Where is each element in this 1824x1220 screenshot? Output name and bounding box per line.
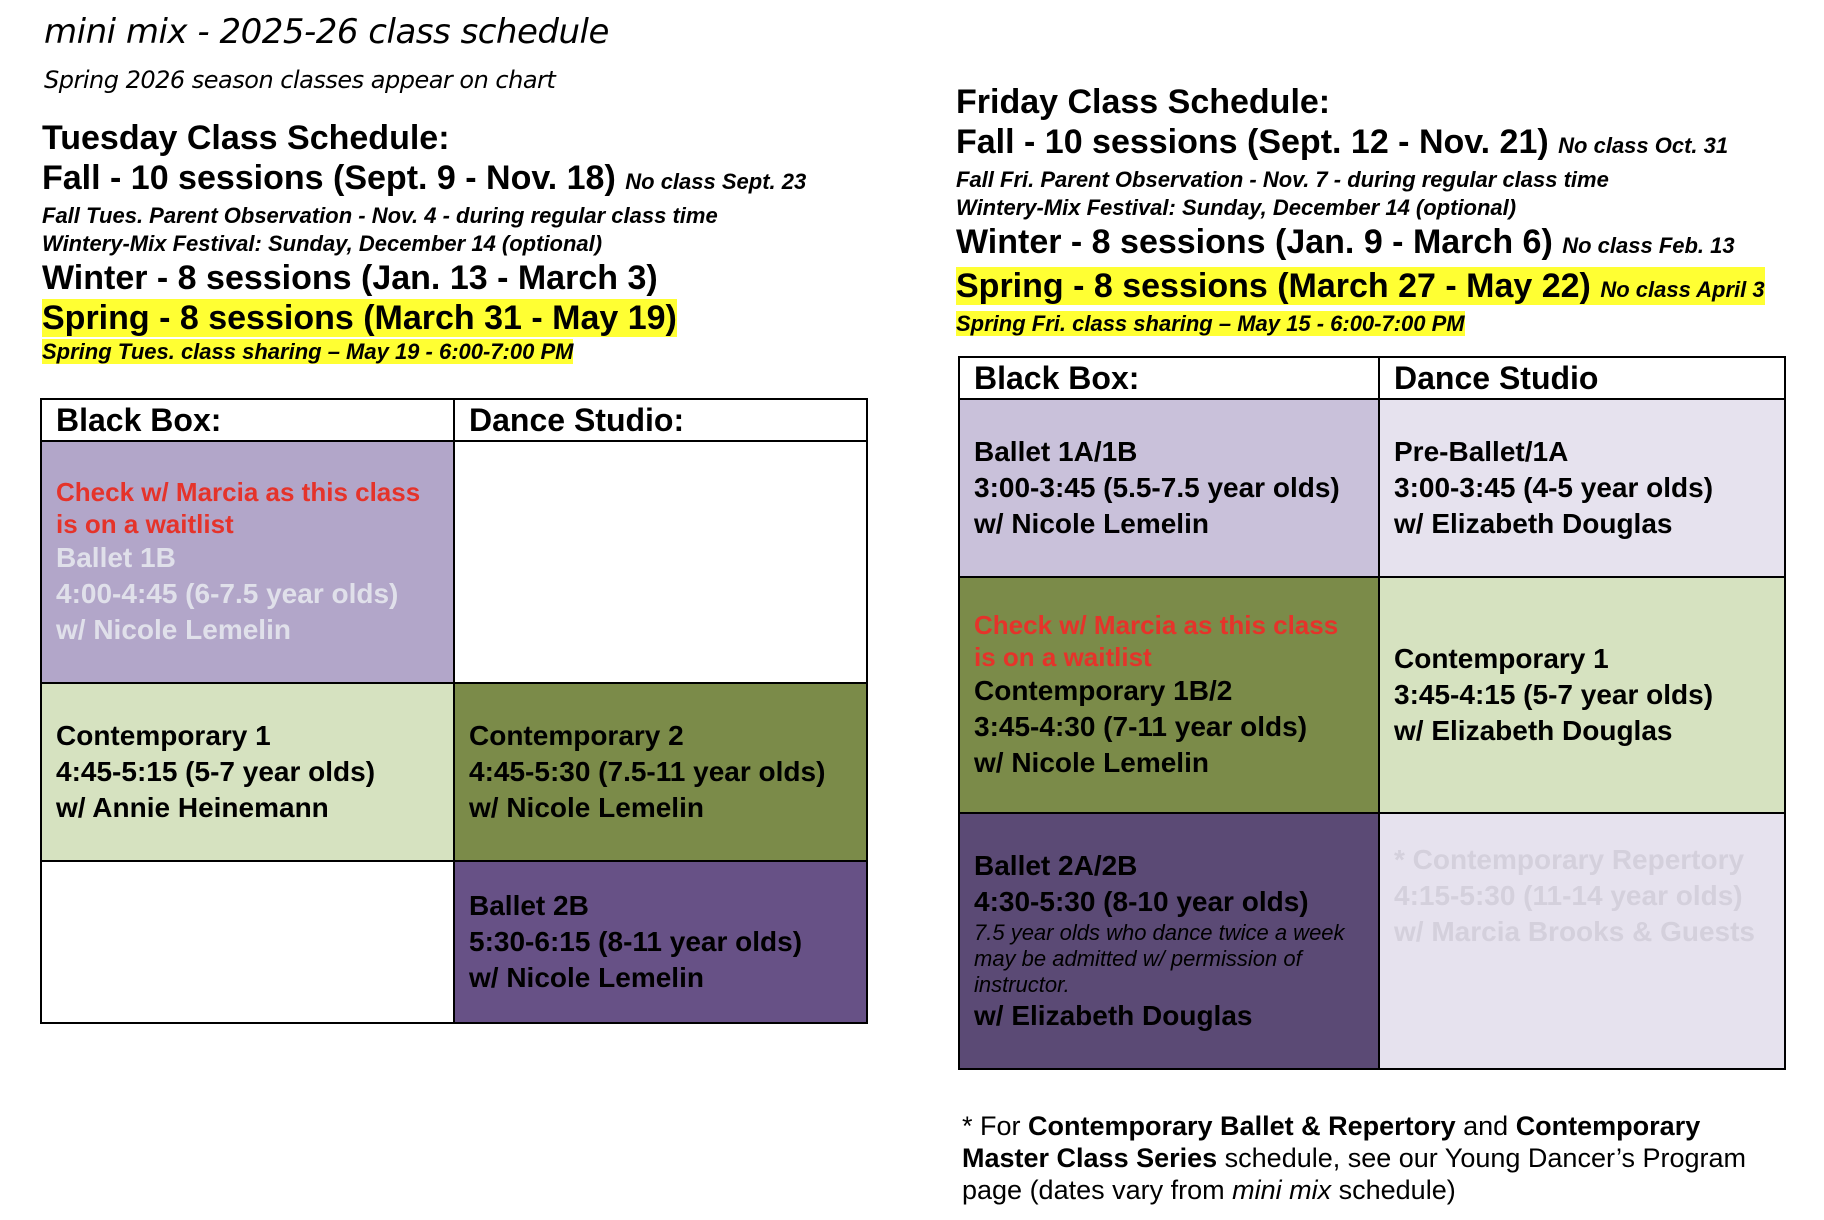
class-teacher: w/ Nicole Lemelin <box>974 747 1209 778</box>
class-teacher: w/ Nicole Lemelin <box>974 508 1209 539</box>
tuesday-spring: Spring - 8 sessions (March 31 - May 19) <box>42 299 677 337</box>
friday-heading: Friday Class Schedule: <box>956 83 1331 121</box>
tuesday-winter: Winter - 8 sessions (Jan. 13 - March 3) <box>42 259 658 297</box>
footer-rest-1: schedule, see our Young Dancer’s Program page (dates vary from <box>962 1143 1746 1205</box>
class-name: Ballet 2A/2B <box>974 850 1138 881</box>
friday-winter <box>956 222 1765 266</box>
class-name: Contemporary 2 <box>469 720 684 751</box>
friday-class-table <box>958 356 1786 1070</box>
tuesday-empty-cell <box>454 441 867 683</box>
friday-col-black-box: Black Box: <box>959 357 1379 399</box>
tuesday-festival: Wintery-Mix Festival: Sunday, December 14 (optional) <box>42 231 603 256</box>
document-subtitle: Spring 2026 season classes appear on chart <box>44 66 556 94</box>
friday-fall-text: Fall - 10 sessions (Sept. 12 - Nov. 21) <box>956 123 1549 161</box>
tuesday-contemporary-1-cell <box>41 683 454 861</box>
friday-fall <box>956 122 1765 166</box>
tuesday-observation: Fall Tues. Parent Observation - Nov. 4 - during regular class time <box>42 203 718 228</box>
friday-sharing: Spring Fri. class sharing – May 15 - 6:00-7:00 PM <box>956 311 1465 336</box>
class-time: 4:45-5:30 (7.5-11 year olds) <box>469 756 826 787</box>
document-title: mini mix - 2025-26 class schedule <box>44 12 609 52</box>
friday-ballet-2a2b-cell <box>959 813 1379 1069</box>
tuesday-fall-text: Fall - 10 sessions (Sept. 9 - Nov. 18) <box>42 159 616 197</box>
friday-spring <box>956 267 1765 305</box>
class-name: Ballet 2B <box>469 890 589 921</box>
footer-star: * For <box>962 1111 1029 1141</box>
tuesday-heading: Tuesday Class Schedule: <box>42 119 450 157</box>
class-note: 7.5 year olds who dance twice a week may be admitted w/ permission of instructor. <box>974 920 1345 997</box>
friday-spring-text: Spring - 8 sessions (March 27 - May 22) <box>956 267 1591 305</box>
tuesday-class-table <box>40 398 868 1024</box>
friday-schedule-info <box>956 82 1765 338</box>
tuesday-ballet-1b-cell <box>41 441 454 683</box>
class-name: Contemporary 1B/2 <box>974 675 1233 706</box>
tuesday-sharing: Spring Tues. class sharing – May 19 - 6:00-7:00 PM <box>42 339 574 364</box>
friday-pre-ballet-cell <box>1379 399 1785 577</box>
friday-spring-note: No class April 3 <box>1600 277 1765 302</box>
tuesday-empty-cell <box>41 861 454 1023</box>
class-name: Ballet 1B <box>56 542 176 573</box>
class-teacher: w/ Nicole Lemelin <box>56 614 291 645</box>
footer-rest-2: schedule) <box>1331 1175 1456 1205</box>
friday-ballet-1a1b-cell <box>959 399 1379 577</box>
class-time: 4:15-5:30 (11-14 year olds) <box>1394 880 1743 911</box>
class-teacher: w/ Elizabeth Douglas <box>974 1000 1253 1031</box>
friday-observation: Fall Fri. Parent Observation - Nov. 7 - during regular class time <box>956 167 1609 192</box>
footer-note <box>962 1110 1782 1206</box>
friday-winter-note: No class Feb. 13 <box>1562 233 1735 258</box>
tuesday-col-dance-studio: Dance Studio: <box>454 399 867 441</box>
friday-winter-text: Winter - 8 sessions (Jan. 9 - March 6) <box>956 223 1553 261</box>
class-name: Contemporary 1 <box>56 720 271 751</box>
class-time: 4:00-4:45 (6-7.5 year olds) <box>56 578 399 609</box>
class-teacher: w/ Nicole Lemelin <box>469 962 704 993</box>
class-name: * Contemporary Repertory <box>1394 844 1745 875</box>
tuesday-schedule-info <box>42 118 806 366</box>
class-teacher: w/ Marcia Brooks & Guests <box>1394 916 1756 947</box>
class-time: 4:45-5:15 (5-7 year olds) <box>56 756 376 787</box>
friday-fall-note: No class Oct. 31 <box>1558 133 1729 158</box>
friday-contemporary-1-cell <box>1379 577 1785 813</box>
friday-contemporary-1b2-cell <box>959 577 1379 813</box>
class-time: 3:00-3:45 (4-5 year olds) <box>1394 472 1714 503</box>
friday-contemporary-repertory-cell <box>1379 813 1785 1069</box>
class-teacher: w/ Annie Heinemann <box>56 792 329 823</box>
footer-bold-2: Contemporary Master Class Series <box>962 1111 1701 1173</box>
class-time: 3:45-4:30 (7-11 year olds) <box>974 711 1308 742</box>
class-time: 3:00-3:45 (5.5-7.5 year olds) <box>974 472 1340 503</box>
tuesday-contemporary-2-cell <box>454 683 867 861</box>
footer-bold-1: Contemporary Ballet & Repertory <box>1028 1111 1456 1141</box>
class-teacher: w/ Nicole Lemelin <box>469 792 704 823</box>
class-name: Ballet 1A/1B <box>974 436 1138 467</box>
tuesday-fall-note: No class Sept. 23 <box>625 169 807 194</box>
waitlist-notice: Check w/ Marcia as this class is on a waitlist <box>974 610 1339 672</box>
class-name: Contemporary 1 <box>1394 643 1609 674</box>
class-time: 3:45-4:15 (5-7 year olds) <box>1394 679 1714 710</box>
class-teacher: w/ Elizabeth Douglas <box>1394 715 1673 746</box>
footer-and: and <box>1455 1111 1516 1141</box>
class-name: Pre-Ballet/1A <box>1394 436 1569 467</box>
tuesday-col-black-box: Black Box: <box>41 399 454 441</box>
footer-italic: mini mix <box>1232 1175 1332 1205</box>
friday-festival: Wintery-Mix Festival: Sunday, December 14 (optional) <box>956 195 1517 220</box>
class-time: 4:30-5:30 (8-10 year olds) <box>974 886 1309 917</box>
class-teacher: w/ Elizabeth Douglas <box>1394 508 1673 539</box>
friday-col-dance-studio: Dance Studio <box>1379 357 1785 399</box>
tuesday-fall <box>42 158 806 202</box>
class-time: 5:30-6:15 (8-11 year olds) <box>469 926 803 957</box>
waitlist-notice: Check w/ Marcia as this class is on a waitlist <box>56 477 421 539</box>
tuesday-ballet-2b-cell <box>454 861 867 1023</box>
